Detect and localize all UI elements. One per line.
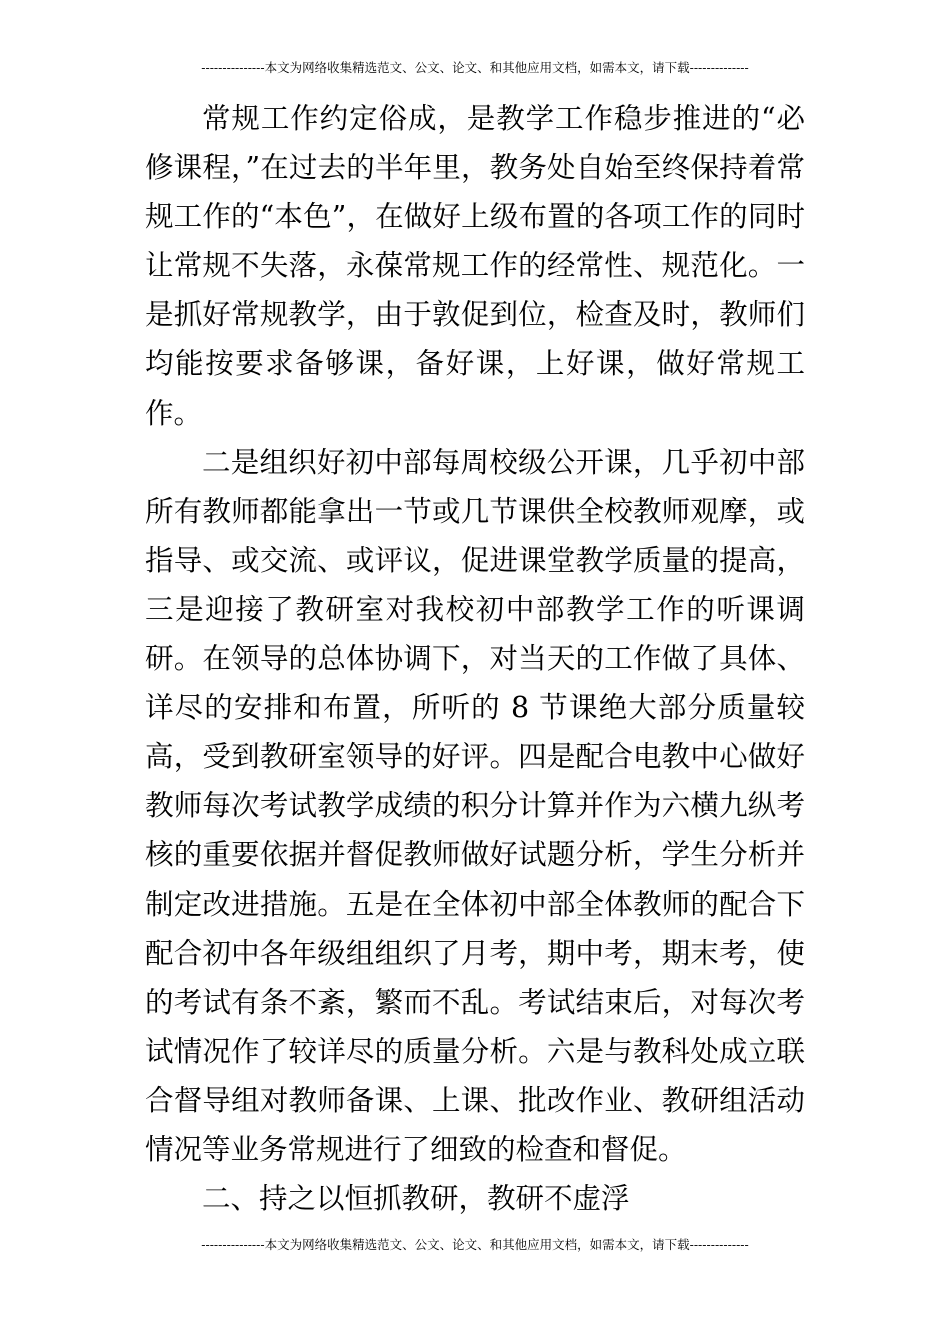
header-banner: ---------------本文为网络收集精选范文、公文、论文、和其他应用文档，如需本文，请下载-------------- <box>201 60 749 75</box>
paragraph-routine-work: 常规工作约定俗成，是教学工作稳步推进的“必修课程，”在过去的半年里，教务处自始至终保持着常规工作的“本色”，在做好上级布置的各项工作的同时让常规不失落，永葆常规工作的经常性、规范化。一是抓好常规教学，由于敦促到位，检查及时，教师们均能按要求备够课，备好课，上好课，做好常规工作。 <box>145 102 805 430</box>
section-heading: 二、持之以恒抓教研，教研不虚浮 <box>202 1182 630 1216</box>
document-body <box>145 94 805 1223</box>
paragraph-open-classes: 二是组织好初中部每周校级公开课，几乎初中部所有教师都能拿出一节或几节课供全校教师观摩，或指导、或交流、或评议，促进课堂教学质量的提高，三是迎接了教研室对我校初中部教学工作的听课调研。在领导的总体协调下，对当天的工作做了具体、详尽的安排和布置，所听的 8 节课绝大部分质量较高，受到教研室领导的好评。四是配合电教中心做好教师每次考试教学成绩的积分计算并作为六横九纵考核的重要依据并督促教师做好试题分析，学生分析并制定改进措施。五是在全体初中部全体教师的配合下配合初中各年级组组织了月考，期中考，期末考，使的考试有条不紊，繁而不乱。考试结束后，对每次考试情况作了较详尽的质量分析。六是与教科处成立联合督导组对教师备课、上课、批改作业、教研组活动情况等业务常规进行了细致的检查和督促。 <box>145 445 805 1166</box>
footer-banner: ---------------本文为网络收集精选范文、公文、论文、和其他应用文档，如需本文，请下载-------------- <box>201 1237 749 1252</box>
